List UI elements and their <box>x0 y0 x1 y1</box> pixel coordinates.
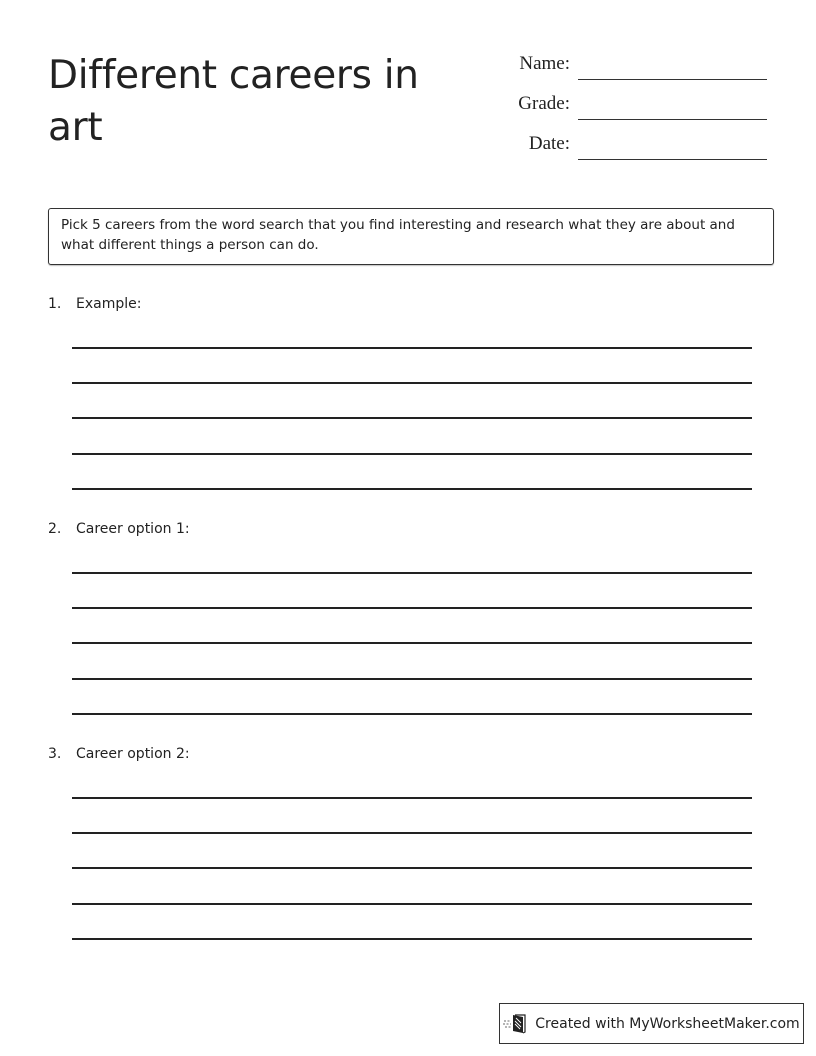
answer-line[interactable] <box>72 642 752 644</box>
grade-field[interactable] <box>578 119 767 120</box>
question-label <box>48 746 190 762</box>
answer-line[interactable] <box>72 488 752 490</box>
date-field[interactable] <box>578 159 767 160</box>
answer-line[interactable] <box>72 832 752 834</box>
question-number: 3. <box>48 746 62 762</box>
footer-text: Created with MyWorksheetMaker.com <box>535 1015 800 1032</box>
answer-line[interactable] <box>72 572 752 574</box>
answer-line[interactable] <box>72 713 752 715</box>
answer-line[interactable] <box>72 678 752 680</box>
question-label <box>48 296 141 312</box>
answer-line[interactable] <box>72 453 752 455</box>
name-field[interactable] <box>578 79 767 80</box>
answer-line[interactable] <box>72 867 752 869</box>
question-text: Example: <box>76 296 142 312</box>
question-number: 2. <box>48 521 62 537</box>
worksheet-title: Different careers in art <box>48 53 419 150</box>
question-number: 1. <box>48 296 62 312</box>
date-label: Date: <box>528 133 570 154</box>
answer-line[interactable] <box>72 938 752 940</box>
footer-badge <box>499 1003 804 1044</box>
grade-label: Grade: <box>518 93 570 114</box>
answer-line[interactable] <box>72 347 752 349</box>
question-text: Career option 1: <box>76 521 190 537</box>
answer-line[interactable] <box>72 903 752 905</box>
answer-line[interactable] <box>72 607 752 609</box>
answer-line[interactable] <box>72 417 752 419</box>
answer-line[interactable] <box>72 797 752 799</box>
instructions-box: Pick 5 careers from the word search that you find interesting and research what they are about and what different things a person can do. <box>48 208 774 265</box>
question-label <box>48 521 190 537</box>
worksheet-logo-icon <box>503 1013 529 1035</box>
question-text: Career option 2: <box>76 746 190 762</box>
name-label: Name: <box>519 53 570 74</box>
answer-line[interactable] <box>72 382 752 384</box>
